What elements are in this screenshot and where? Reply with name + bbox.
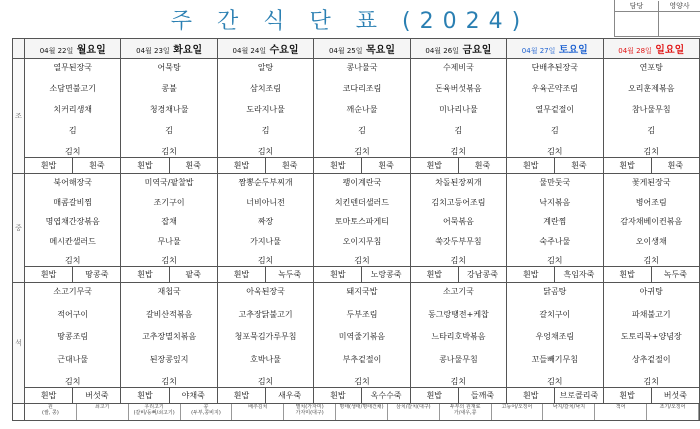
porridge-label: 브로콜리죽	[559, 391, 599, 400]
menu-item: 오이생채	[635, 236, 667, 246]
menu-item: 갈치구이	[539, 309, 571, 319]
menu-items	[25, 283, 120, 387]
menu-item: 적어구이	[57, 309, 89, 319]
rice-porridge-row	[218, 157, 313, 173]
menu-item: 김치	[547, 377, 563, 386]
porridge-label: 흰죽	[281, 161, 298, 170]
rice-label: 흰밥	[314, 158, 362, 173]
day-header-5: 04월 27일 토요일	[507, 39, 603, 59]
rice-label: 흰밥	[121, 158, 169, 173]
porridge-label: 새우죽	[278, 391, 302, 400]
menu-item: 물만둣국	[539, 178, 571, 187]
menu-item: 미역줄기볶음	[338, 332, 386, 341]
menu-item: 김치	[643, 377, 659, 386]
approval-dietitian-label: 영양사	[669, 2, 690, 10]
menu-item: 청경채나물	[149, 105, 189, 114]
porridge-label: 녹두죽	[663, 270, 687, 279]
rice-porridge-row	[25, 266, 120, 282]
menu-cell	[410, 59, 506, 174]
menu-cell	[25, 59, 121, 174]
menu-item: 조기구이	[153, 197, 185, 207]
rice-label: 흰밥	[314, 267, 362, 282]
menu-item: 알탕	[257, 63, 274, 72]
menu-cell	[507, 283, 603, 404]
menu-item: 김치	[257, 377, 274, 386]
porridge-label: 강남콩죽	[467, 270, 498, 279]
menu-item: 김	[454, 126, 463, 135]
menu-item: 감자채베이컨볶음	[620, 217, 683, 226]
porridge-label: 흰죽	[667, 161, 684, 170]
menu-item: 꽃게된장국	[631, 178, 671, 187]
menu-item: 콩불	[161, 84, 177, 93]
menu-items	[411, 59, 506, 157]
origin-item: 콩 (두부,콩비지)	[181, 404, 233, 420]
porridge-label: 옥수수죽	[370, 391, 402, 400]
menu-item: 매콤갈비찜	[53, 197, 93, 207]
menu-cell	[217, 283, 313, 404]
origin-item: 배추김치	[232, 404, 284, 420]
rice-label: 흰밥	[121, 388, 169, 403]
porridge-label: 흑임자죽	[563, 270, 595, 279]
menu-item: 메시칸샐러드	[49, 236, 96, 246]
rice-porridge-row	[121, 387, 216, 403]
menu-cell	[507, 59, 603, 174]
menu-items	[218, 59, 313, 157]
menu-item: 청포묵김가루무침	[234, 332, 297, 341]
rice-porridge-row	[25, 157, 120, 173]
menu-item: 숙주나물	[539, 236, 571, 246]
menu-item: 코다리조림	[342, 84, 382, 93]
menu-item: 소고기무국	[53, 287, 93, 296]
menu-items	[314, 174, 409, 266]
menu-cell	[603, 174, 699, 283]
menu-item: 소고기국	[442, 287, 474, 296]
menu-item: 도라지나물	[246, 105, 285, 114]
rice-label: 흰밥	[218, 388, 266, 403]
menu-item: 돼지국밥	[346, 287, 378, 296]
menu-item: 김치	[643, 147, 659, 156]
corner-cell	[13, 39, 25, 59]
porridge-label: 버섯죽	[85, 391, 109, 400]
menu-item: 근대나물	[57, 354, 89, 364]
menu-item: 김치	[64, 377, 81, 386]
menu-item: 어묵볶음	[442, 217, 474, 226]
menu-item: 김치	[643, 256, 659, 265]
menu-cell	[603, 283, 699, 404]
porridge-label: 흰죽	[185, 161, 201, 170]
menu-item: 김치	[450, 256, 467, 265]
menu-items	[314, 59, 409, 157]
rice-label: 흰밥	[507, 267, 555, 282]
menu-cell	[507, 174, 603, 283]
porridge-label: 흰죽	[89, 161, 105, 170]
porridge-label: 들깨죽	[470, 391, 495, 400]
porridge-label: 흰죽	[378, 161, 394, 170]
menu-item: 쑥갓두부무침	[435, 236, 482, 246]
menu-item: 단배추된장국	[531, 63, 578, 72]
menu-item: 명엽채간장볶음	[45, 217, 100, 226]
menu-item: 갈비산적볶음	[145, 309, 193, 319]
menu-items	[507, 59, 602, 157]
menu-items	[25, 174, 120, 266]
rice-porridge-row	[314, 387, 409, 403]
rice-porridge-row	[218, 266, 313, 282]
menu-item: 김치	[64, 256, 81, 265]
menu-item: 병어조림	[635, 197, 667, 207]
menu-cell	[410, 283, 506, 404]
origin-item: 원 (쌀, 콩)	[25, 404, 77, 420]
menu-item: 호박나물	[250, 354, 282, 364]
menu-item: 된장콩잎지	[149, 354, 189, 364]
menu-item: 낙지볶음	[539, 197, 571, 207]
rice-porridge-row	[604, 266, 699, 282]
menu-item: 짬뽕순두부찌개	[238, 178, 293, 187]
menu-item: 김	[165, 126, 173, 135]
rice-porridge-row	[411, 266, 506, 282]
menu-item: 상추겉절이	[631, 354, 671, 364]
menu-items	[604, 174, 699, 266]
menu-cell	[603, 59, 699, 174]
meal-label: 석	[13, 283, 25, 404]
meal-label: 조	[13, 59, 25, 174]
rice-label: 흰밥	[411, 158, 459, 173]
menu-item: 깨순나물	[346, 105, 378, 114]
menu-item: 닭곰탕	[543, 287, 567, 296]
menu-items	[507, 283, 602, 387]
menu-item: 김	[358, 126, 366, 135]
porridge-label: 노랑콩죽	[370, 270, 402, 279]
menu-item: 어묵탕	[157, 63, 181, 72]
menu-items	[411, 174, 506, 266]
menu-item: 오이지무침	[342, 236, 382, 246]
menu-item: 도토리묵+양념장	[620, 332, 682, 341]
menu-item: 김치	[257, 256, 274, 265]
menu-item: 치커리생채	[53, 105, 93, 114]
porridge-label: 땅콩죽	[85, 270, 109, 279]
rice-label: 흰밥	[218, 158, 266, 173]
rice-porridge-row	[507, 266, 602, 282]
menu-cell	[217, 59, 313, 174]
menu-cell	[25, 283, 121, 404]
menu-items	[218, 174, 313, 266]
rice-label: 흰밥	[25, 388, 73, 403]
menu-item: 김치	[161, 256, 177, 265]
rice-label: 흰밥	[218, 267, 266, 282]
menu-item: 연포탕	[639, 63, 663, 72]
weekly-menu-table	[12, 38, 700, 421]
approval-box	[614, 0, 700, 37]
origin-item: 삼치/갈치(대구)	[388, 404, 440, 420]
menu-item: 우엉채조림	[535, 332, 575, 341]
menu-item: 짜장	[257, 217, 274, 226]
menu-items	[411, 283, 506, 387]
porridge-label: 흰죽	[474, 161, 491, 170]
origin-info-cell	[25, 404, 700, 421]
menu-items	[218, 283, 313, 387]
rice-porridge-row	[121, 157, 216, 173]
menu-items	[121, 283, 216, 387]
origin-item: 조기/오징어	[647, 404, 699, 420]
menu-item: 오리훈제볶음	[628, 84, 675, 93]
approval-manager-label: 담당	[615, 1, 659, 36]
menu-item: 차돌된장찌개	[435, 178, 482, 187]
menu-item: 너비아니전	[246, 197, 285, 207]
menu-cell	[314, 59, 410, 174]
rice-porridge-row	[314, 266, 409, 282]
rice-label: 흰밥	[411, 388, 459, 403]
menu-item: 김치	[161, 377, 177, 386]
rice-porridge-row	[314, 157, 409, 173]
menu-items	[121, 59, 216, 157]
porridge-label: 녹두죽	[278, 270, 302, 279]
menu-item: 김치	[354, 377, 370, 386]
origin-item: 쇠고기	[77, 404, 129, 420]
menu-item: 김치	[547, 256, 563, 265]
day-header-4: 04월 26일 금요일	[410, 39, 506, 59]
menu-item: 두부조림	[346, 309, 378, 319]
origin-item: 우리고기 (갈비/등뼈/쇠고기)	[129, 404, 181, 420]
menu-items	[507, 174, 602, 266]
meal-row	[13, 283, 700, 404]
header-row	[13, 39, 700, 59]
menu-item: 계란찜	[543, 217, 567, 226]
menu-item: 고추장닭불고기	[238, 309, 293, 319]
menu-cell	[314, 283, 410, 404]
menu-item: 콩나물무침	[439, 354, 478, 364]
menu-item: 아욱된장국	[246, 287, 285, 296]
menu-item: 재첩국	[157, 287, 181, 296]
rice-porridge-row	[604, 157, 699, 173]
menu-item: 부추겉절이	[342, 354, 382, 364]
rice-label: 흰밥	[604, 388, 652, 403]
menu-cell	[121, 174, 217, 283]
menu-item: 김치	[450, 147, 467, 156]
rice-porridge-row	[411, 157, 506, 173]
menu-item: 김	[68, 126, 77, 135]
rice-porridge-row	[25, 387, 120, 403]
menu-item: 김치	[257, 147, 274, 156]
menu-item: 김치	[64, 147, 81, 156]
menu-item: 고추장멸치볶음	[142, 332, 197, 341]
menu-item: 가지나물	[250, 236, 282, 246]
origin-info-row	[13, 404, 700, 421]
menu-items	[121, 174, 216, 266]
menu-item: 팽이계란국	[342, 178, 382, 187]
menu-item: 소담면불고기	[49, 84, 96, 93]
menu-item: 콩나물국	[346, 63, 378, 72]
menu-item: 치킨텐더샐러드	[334, 197, 390, 207]
rice-label: 흰밥	[25, 267, 73, 282]
menu-item: 돈육버섯볶음	[435, 84, 482, 93]
menu-item: 잡채	[161, 217, 177, 226]
menu-item: 무나물	[157, 236, 181, 246]
origin-item: 명태(생태/명태건채)	[336, 404, 388, 420]
rice-label: 흰밥	[25, 158, 73, 173]
meal-row	[13, 59, 700, 174]
menu-item: 김	[550, 126, 559, 135]
menu-item: 김치	[354, 147, 370, 156]
menu-item: 김치	[354, 256, 370, 265]
rice-porridge-row	[507, 157, 602, 173]
menu-item: 땅콩조림	[57, 332, 89, 341]
porridge-label: 팥죽	[185, 270, 201, 279]
rice-label: 흰밥	[411, 267, 459, 282]
menu-cell	[314, 174, 410, 283]
menu-cell	[25, 174, 121, 283]
menu-item: 김	[261, 126, 270, 135]
rice-porridge-row	[121, 266, 216, 282]
day-header-1: 04월 23일 화요일	[121, 39, 217, 59]
menu-cell	[121, 59, 217, 174]
menu-item: 김치	[547, 147, 563, 156]
origin-item: 적어	[595, 404, 647, 420]
origin-label-cell	[13, 404, 25, 421]
menu-items	[604, 59, 699, 157]
menu-item: 느타리호박볶음	[431, 332, 486, 341]
origin-item: 낙지/갈치/낙지	[543, 404, 595, 420]
day-header-3: 04월 25일 목요일	[314, 39, 410, 59]
menu-item: 김치	[450, 377, 467, 386]
menu-item: 김치	[161, 147, 177, 156]
menu-cell	[217, 174, 313, 283]
menu-item: 미나리나물	[439, 105, 478, 114]
menu-cell	[121, 283, 217, 404]
menu-items	[604, 283, 699, 387]
menu-item: 아귀탕	[639, 287, 663, 296]
rice-porridge-row	[218, 387, 313, 403]
rice-label: 흰밥	[314, 388, 362, 403]
menu-item: 미역국/팥찰밥	[144, 178, 194, 187]
rice-label: 흰밥	[604, 267, 652, 282]
page-title: 주 간 식 단 표 (2024)	[170, 9, 530, 34]
porridge-label: 버섯죽	[663, 391, 687, 400]
porridge-label: 흰죽	[571, 161, 587, 170]
origin-item: 멸치(가자미) 가자미(대구)	[284, 404, 336, 420]
day-header-0: 04월 22일 월요일	[25, 39, 121, 59]
menu-item: 수제비국	[442, 63, 474, 72]
porridge-label: 야채죽	[181, 391, 205, 400]
meal-label: 중	[13, 174, 25, 283]
origin-item: 두부의 원재료 가/새우,콩	[440, 404, 492, 420]
rice-label: 흰밥	[507, 388, 555, 403]
menu-item: 김치고등어조림	[431, 197, 486, 207]
menu-items	[314, 283, 409, 387]
menu-item: 동그랑땡전+케찹	[427, 309, 489, 319]
origin-item: 고등어/오징어	[492, 404, 544, 420]
menu-item: 열무겉절이	[535, 105, 575, 114]
rice-porridge-row	[411, 387, 506, 403]
rice-porridge-row	[604, 387, 699, 403]
rice-label: 흰밥	[121, 267, 169, 282]
menu-item: 참나물무침	[631, 105, 671, 114]
menu-cell	[410, 174, 506, 283]
menu-item: 열무된장국	[53, 63, 93, 72]
menu-item: 삼치조림	[250, 84, 282, 93]
day-header-6: 04월 28일 일요일	[603, 39, 699, 59]
menu-items	[25, 59, 120, 157]
rice-label: 흰밥	[604, 158, 652, 173]
rice-porridge-row	[507, 387, 602, 403]
menu-item: 꼬들빼기무침	[531, 354, 578, 364]
menu-item: 김	[647, 126, 656, 135]
rice-label: 흰밥	[507, 158, 555, 173]
menu-item: 파채불고기	[631, 309, 671, 319]
meal-row	[13, 174, 700, 283]
menu-item: 우육곤약조림	[531, 84, 578, 93]
menu-item: 토마토스파게티	[334, 217, 390, 226]
day-header-2: 04월 24일 수요일	[217, 39, 313, 59]
menu-item: 북어해장국	[53, 178, 93, 187]
